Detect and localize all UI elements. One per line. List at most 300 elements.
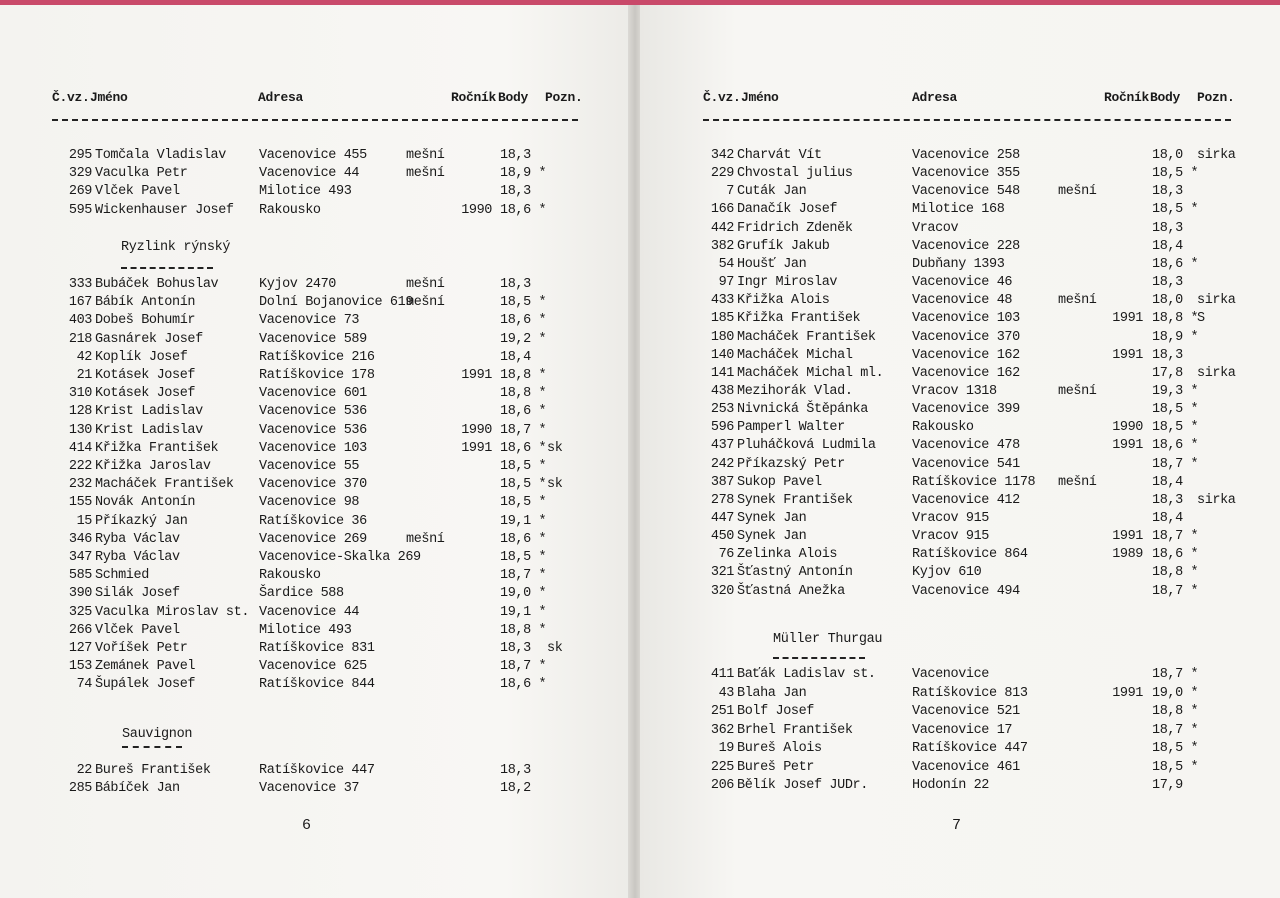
cell-number: 74 xyxy=(76,677,92,693)
cell-address: Ratíškovice 844 xyxy=(259,677,375,693)
cell-number: 447 xyxy=(710,511,734,526)
cell-number: 253 xyxy=(710,402,734,418)
cell-number: 387 xyxy=(710,474,734,490)
cell-address: Milotice 493 xyxy=(259,622,352,638)
cell-rocnik: 1991 xyxy=(1112,685,1143,701)
cell-address: Vacenovice 461 xyxy=(912,759,1020,775)
cell-name: Bureš Petr xyxy=(737,759,815,775)
cell-name: Fridrich Zdeněk xyxy=(737,220,853,236)
cell-address: Vacenovice 494 xyxy=(912,583,1020,599)
cell-address: Vacenovice xyxy=(912,667,990,682)
cell-number: 242 xyxy=(710,456,734,472)
cell-address: Ratíškovice 447 xyxy=(259,763,375,778)
cell-number: 218 xyxy=(68,331,92,347)
header-rocnik-right: Ročník xyxy=(1104,90,1150,105)
cell-body: 18,6 * xyxy=(1152,256,1199,272)
cell-number: 346 xyxy=(68,531,92,547)
cell-name: Mezihorák Vlad. xyxy=(737,383,853,399)
table-row xyxy=(0,568,632,586)
table-row xyxy=(0,495,632,513)
cell-name: Bábíček Jan xyxy=(95,781,180,797)
cell-body: 18,8 * xyxy=(500,368,547,383)
cell-rocnik: 1990 xyxy=(461,422,492,438)
cell-body: 18,5 * xyxy=(500,495,547,511)
table-row xyxy=(0,605,632,623)
cell-address: Vacenovice 103 xyxy=(912,311,1020,327)
cell-name: Baťák Ladislav st. xyxy=(737,667,876,682)
cell-address: Vacenovice 258 xyxy=(912,148,1020,163)
page-number-right: 7 xyxy=(952,817,962,834)
cell-address: Vacenovice 44 xyxy=(259,604,360,620)
cell-number: 21 xyxy=(76,368,92,383)
cell-body: 18,6 * xyxy=(500,202,547,218)
cell-body: 18,6 * xyxy=(500,531,547,547)
cell-number: 251 xyxy=(710,704,734,719)
cell-name: Kotásek Josef xyxy=(95,368,196,383)
cell-rocnik: 1991 xyxy=(1112,311,1143,327)
section-rule-muller xyxy=(773,657,865,659)
cell-number: 153 xyxy=(68,659,92,675)
cell-body: 18,8 * xyxy=(1152,704,1199,719)
cell-number: 127 xyxy=(68,641,92,656)
cell-name: Ryba Václav xyxy=(95,550,180,565)
header-adresa: Adresa xyxy=(258,90,304,105)
cell-name: Synek František xyxy=(737,492,853,508)
table-row xyxy=(0,623,632,641)
cell-number: 22 xyxy=(76,763,92,778)
cell-address: Vacenovice 541 xyxy=(912,456,1020,472)
cell-address: Vacenovice 536 xyxy=(259,422,367,438)
table-row xyxy=(640,239,1280,257)
cell-body: 18,8 * xyxy=(1152,311,1199,327)
cell-name: Bábík Antonín xyxy=(95,295,196,311)
table-row xyxy=(0,184,632,202)
cell-name: Krist Ladislav xyxy=(95,422,203,438)
table-row xyxy=(0,148,632,166)
cell-address: Vacenovice 536 xyxy=(259,404,367,420)
cell-body: 18,5 * xyxy=(1152,166,1199,182)
cell-name: Šupálek Josef xyxy=(95,677,196,693)
cell-name: Macháček Michal xyxy=(737,347,853,363)
section-title-sauvignon: Sauvignon xyxy=(122,727,193,742)
cell-name: Nivnická Štěpánka xyxy=(737,402,868,418)
cell-name: Macháček Michal ml. xyxy=(737,365,884,381)
cell-number: 19 xyxy=(718,741,734,756)
cell-body: 18,6 * xyxy=(500,404,547,420)
table-row xyxy=(640,529,1280,547)
table-row xyxy=(0,277,632,295)
cell-body: 18,5 * xyxy=(500,295,547,311)
cell-address: Vacenovice 228 xyxy=(912,238,1020,254)
cell-number: 450 xyxy=(710,529,734,545)
cell-address: Vacenovice 601 xyxy=(259,386,367,402)
cell-number: 15 xyxy=(76,513,92,529)
cell-body: 18,9 * xyxy=(1152,329,1199,345)
table-row xyxy=(640,275,1280,293)
cell-note: mešní xyxy=(406,277,445,292)
table-row xyxy=(640,221,1280,239)
cell-name: Pamperl Walter xyxy=(737,420,845,436)
cell-address: Vacenovice 162 xyxy=(912,365,1020,381)
cell-body: 18,7 * xyxy=(1152,529,1199,545)
cell-body: 18,3 xyxy=(500,184,531,200)
cell-number: 403 xyxy=(68,313,92,329)
table-row xyxy=(0,295,632,313)
table-row xyxy=(0,166,632,184)
cell-name: Charvát Vít xyxy=(737,148,822,163)
table-row xyxy=(640,420,1280,438)
cell-number: 130 xyxy=(68,422,92,438)
cell-name: Tomčala Vladislav xyxy=(95,148,226,163)
cell-address: Vacenovice 17 xyxy=(912,722,1013,738)
cell-name: Sukop Pavel xyxy=(737,474,822,490)
cell-name: Macháček František xyxy=(95,477,234,493)
header-pozn: Pozn. xyxy=(545,90,583,105)
header-rule xyxy=(52,119,578,121)
cell-pozn: sk xyxy=(547,440,563,456)
cell-name: Křižka František xyxy=(737,311,861,327)
table-row xyxy=(640,384,1280,402)
cell-name: Bureš František xyxy=(95,763,211,778)
cell-body: 18,0 xyxy=(1152,148,1183,163)
cell-address: Vacenovice 355 xyxy=(912,166,1020,182)
cell-body: 18,5 * xyxy=(500,459,547,474)
section-rule-sauvignon xyxy=(122,746,182,748)
cell-name: Pluháčková Ludmila xyxy=(737,438,876,454)
table-row xyxy=(640,366,1280,384)
table-row xyxy=(640,348,1280,366)
cell-note: mešní xyxy=(406,295,445,311)
table-row xyxy=(0,550,632,568)
cell-body: 18,7 * xyxy=(1152,583,1199,599)
cell-number: 595 xyxy=(68,202,92,218)
table-row xyxy=(640,704,1280,722)
cell-number: 362 xyxy=(710,722,734,738)
cell-address: Vacenovice 269 xyxy=(259,531,367,547)
cell-note: mešní xyxy=(1058,383,1097,399)
table-row xyxy=(0,386,632,404)
cell-number: 42 xyxy=(76,349,92,365)
table-row xyxy=(0,423,632,441)
cell-rocnik: 1991 xyxy=(461,368,492,383)
table-row xyxy=(0,350,632,368)
cell-number: 266 xyxy=(68,622,92,638)
cell-body: 18,7 * xyxy=(500,659,547,675)
cell-rocnik: 1991 xyxy=(1112,438,1143,454)
cell-number: 155 xyxy=(68,495,92,511)
cell-address: Vacenovice 55 xyxy=(259,459,360,474)
table-row xyxy=(0,313,632,331)
cell-address: Rakousko xyxy=(259,202,321,218)
cell-number: 329 xyxy=(68,166,92,182)
cell-number: 7 xyxy=(726,184,734,200)
cell-number: 437 xyxy=(710,438,734,454)
table-row xyxy=(0,459,632,477)
cell-pozn: S xyxy=(1197,311,1205,327)
header-rule-right xyxy=(703,119,1231,121)
cell-address: Vracov xyxy=(912,220,959,236)
cell-address: Vacenovice 455 xyxy=(259,148,367,163)
cell-body: 18,5 * xyxy=(1152,202,1199,218)
cell-body: 19,0 * xyxy=(500,586,547,602)
table-row xyxy=(640,475,1280,493)
cell-name: Novák Antonín xyxy=(95,495,196,511)
cell-number: 433 xyxy=(710,293,734,309)
cell-name: Bělík Josef JUDr. xyxy=(737,778,868,793)
cell-name: Blaha Jan xyxy=(737,685,807,701)
table-row xyxy=(0,763,632,781)
cell-number: 222 xyxy=(68,459,92,474)
cell-number: 269 xyxy=(68,184,92,200)
cell-pozn: sirka xyxy=(1197,148,1236,163)
cell-number: 347 xyxy=(68,550,92,565)
cell-address: Vacenovice 625 xyxy=(259,659,367,675)
table-row xyxy=(0,514,632,532)
cell-number: 320 xyxy=(710,583,734,599)
table-row xyxy=(0,332,632,350)
cell-address: Vacenovice 548 xyxy=(912,184,1020,200)
cell-name: Šťastná Anežka xyxy=(737,583,845,599)
cell-body: 19,1 * xyxy=(500,513,547,529)
cell-address: Vacenovice 48 xyxy=(912,293,1013,309)
cell-address: Vacenovice 103 xyxy=(259,440,367,456)
table-row xyxy=(0,586,632,604)
table-row xyxy=(640,166,1280,184)
cell-pozn: sk xyxy=(547,641,563,656)
cell-name: Vlček Pavel xyxy=(95,184,180,200)
cell-address: Vacenovice 370 xyxy=(912,329,1020,345)
header-jmeno-right: Jméno xyxy=(741,90,779,105)
cell-name: Voříšek Petr xyxy=(95,641,188,656)
cell-address: Vacenovice 478 xyxy=(912,438,1020,454)
cell-address: Kyjov 610 xyxy=(912,565,982,581)
header-cislo-right: Č.vz. xyxy=(703,90,741,105)
header-adresa-right: Adresa xyxy=(912,90,958,105)
cell-name: Vaculka Miroslav st. xyxy=(95,604,250,620)
table-row xyxy=(640,547,1280,565)
cell-address: Milotice 493 xyxy=(259,184,352,200)
cell-body: 18,6 * xyxy=(500,313,547,329)
table-row xyxy=(640,457,1280,475)
cell-number: 225 xyxy=(710,759,734,775)
cell-name: Dobeš Bohumír xyxy=(95,313,196,329)
cell-body: 18,3 xyxy=(500,641,531,656)
cell-note: mešní xyxy=(406,166,445,182)
cell-address: Vacenovice 37 xyxy=(259,781,360,797)
cell-address: Vacenovice 162 xyxy=(912,347,1020,363)
cell-number: 206 xyxy=(710,778,734,793)
table-row xyxy=(640,760,1280,778)
table-row xyxy=(0,641,632,659)
left-page xyxy=(0,5,632,898)
cell-address: Vacenovice 521 xyxy=(912,704,1020,719)
cell-number: 180 xyxy=(710,329,734,345)
cell-number: 54 xyxy=(718,256,734,272)
cell-body: 18,3 xyxy=(500,763,531,778)
cell-body: 18,2 xyxy=(500,781,531,797)
cell-address: Vacenovice 44 xyxy=(259,166,360,182)
cell-pozn: sirka xyxy=(1197,365,1236,381)
header-cislo: Č.vz. xyxy=(52,90,90,105)
cell-number: 166 xyxy=(710,202,734,218)
table-row xyxy=(0,477,632,495)
cell-name: Příkazský Petr xyxy=(737,456,845,472)
cell-name: Wickenhauser Josef xyxy=(95,202,234,218)
cell-address: Rakousko xyxy=(259,568,321,584)
table-row xyxy=(0,677,632,695)
cell-body: 18,4 xyxy=(500,349,531,365)
cell-address: Šardice 588 xyxy=(259,586,344,602)
section-title-muller: Müller Thurgau xyxy=(773,632,883,647)
cell-body: 18,6 * xyxy=(1152,438,1199,454)
cell-body: 18,4 xyxy=(1152,238,1183,254)
cell-name: Zelinka Alois xyxy=(737,547,838,563)
cell-body: 18,3 xyxy=(1152,184,1183,200)
table-row xyxy=(640,184,1280,202)
cell-body: 18,5 * xyxy=(1152,759,1199,775)
cell-address: Vacenovice 589 xyxy=(259,331,367,347)
cell-name: Houšť Jan xyxy=(737,256,807,272)
table-row xyxy=(640,584,1280,602)
table-row xyxy=(0,781,632,799)
cell-name: Bolf Josef xyxy=(737,704,815,719)
header-pozn-right: Pozn. xyxy=(1197,90,1235,105)
table-row xyxy=(640,438,1280,456)
cell-number: 596 xyxy=(710,420,734,436)
cell-number: 342 xyxy=(710,148,734,163)
cell-number: 76 xyxy=(718,547,734,563)
cell-number: 438 xyxy=(710,383,734,399)
cell-number: 278 xyxy=(710,492,734,508)
cell-name: Ingr Miroslav xyxy=(737,275,838,291)
cell-body: 18,3 xyxy=(500,277,531,292)
table-row xyxy=(640,667,1280,685)
table-row xyxy=(640,741,1280,759)
cell-name: Synek Jan xyxy=(737,529,807,545)
cell-address: Vracov 915 xyxy=(912,529,990,545)
cell-body: 18,5 * xyxy=(1152,402,1199,418)
cell-name: Koplík Josef xyxy=(95,349,188,365)
cell-number: 414 xyxy=(68,440,92,456)
cell-body: 18,6 * xyxy=(500,677,547,693)
cell-name: Křižka Alois xyxy=(737,293,830,309)
cell-name: Silák Josef xyxy=(95,586,180,602)
cell-address: Vacenovice 46 xyxy=(912,275,1013,291)
cell-number: 285 xyxy=(68,781,92,797)
cell-address: Milotice 168 xyxy=(912,202,1005,218)
cell-address: Kyjov 2470 xyxy=(259,277,337,292)
cell-number: 411 xyxy=(710,667,734,682)
cell-name: Vaculka Petr xyxy=(95,166,188,182)
cell-body: 18,6 * xyxy=(1152,547,1199,563)
cell-body: 18,4 xyxy=(1152,511,1183,526)
cell-body: 18,8 * xyxy=(500,622,547,638)
cell-rocnik: 1990 xyxy=(1112,420,1143,436)
cell-number: 185 xyxy=(710,311,734,327)
cell-body: 18,8 * xyxy=(1152,565,1199,581)
cell-name: Brhel František xyxy=(737,722,853,738)
cell-number: 141 xyxy=(710,365,734,381)
cell-body: 19,3 * xyxy=(1152,383,1199,399)
table-row xyxy=(0,659,632,677)
header-jmeno: Jméno xyxy=(90,90,128,105)
cell-number: 333 xyxy=(68,277,92,292)
cell-body: 18,3 xyxy=(1152,275,1183,291)
cell-body: 18,9 * xyxy=(500,166,547,182)
cell-number: 310 xyxy=(68,386,92,402)
cell-number: 232 xyxy=(68,477,92,493)
table-row xyxy=(640,723,1280,741)
section-rule-ryzlink xyxy=(121,267,213,269)
cell-name: Kotásek Josef xyxy=(95,386,196,402)
table-row xyxy=(640,402,1280,420)
table-row xyxy=(640,686,1280,704)
cell-address: Vacenovice 98 xyxy=(259,495,360,511)
table-row xyxy=(0,368,632,386)
header-body-right: Body xyxy=(1150,90,1181,105)
cell-name: Zemánek Pavel xyxy=(95,659,196,675)
cell-body: 18,7 * xyxy=(1152,667,1199,682)
table-row xyxy=(640,330,1280,348)
cell-pozn: sk xyxy=(547,477,563,493)
cell-address: Vacenovice 73 xyxy=(259,313,360,329)
header-rocnik: Ročník xyxy=(451,90,497,105)
cell-address: Dolní Bojanovice 619 xyxy=(259,295,414,311)
cell-body: 18,4 xyxy=(1152,474,1183,490)
cell-body: 18,7 * xyxy=(500,568,547,584)
table-row xyxy=(640,511,1280,529)
cell-address: Vacenovice 370 xyxy=(259,477,367,493)
cell-body: 18,7 * xyxy=(500,422,547,438)
cell-name: Synek Jan xyxy=(737,511,807,526)
cell-number: 43 xyxy=(718,685,734,701)
cell-address: Ratíškovice 447 xyxy=(912,741,1028,756)
cell-number: 97 xyxy=(718,275,734,291)
cell-name: Cuták Jan xyxy=(737,184,807,200)
cell-address: Vracov 1318 xyxy=(912,383,997,399)
cell-address: Ratíškovice 216 xyxy=(259,349,375,365)
cell-pozn: sirka xyxy=(1197,293,1236,309)
cell-body: 17,8 xyxy=(1152,365,1183,381)
cell-body: 19,0 * xyxy=(1152,685,1199,701)
cell-number: 390 xyxy=(68,586,92,602)
cell-body: 19,1 * xyxy=(500,604,547,620)
cell-body: 18,6 * xyxy=(500,440,547,456)
cell-rocnik: 1989 xyxy=(1112,547,1143,563)
cell-name: Křižka František xyxy=(95,440,219,456)
cell-address: Vracov 915 xyxy=(912,511,990,526)
cell-name: Příkazký Jan xyxy=(95,513,188,529)
cell-note: mešní xyxy=(1058,474,1097,490)
cell-body: 18,5 * xyxy=(1152,420,1199,436)
table-row xyxy=(640,311,1280,329)
cell-address: Ratíškovice 864 xyxy=(912,547,1028,563)
cell-body: 18,0 xyxy=(1152,293,1183,309)
table-row xyxy=(640,257,1280,275)
cell-number: 229 xyxy=(710,166,734,182)
cell-number: 382 xyxy=(710,238,734,254)
cell-name: Krist Ladislav xyxy=(95,404,203,420)
cell-name: Grufík Jakub xyxy=(737,238,830,254)
cell-pozn: sirka xyxy=(1197,492,1236,508)
table-row xyxy=(640,778,1280,796)
cell-number: 585 xyxy=(68,568,92,584)
cell-name: Macháček František xyxy=(737,329,876,345)
table-row xyxy=(0,203,632,221)
cell-number: 167 xyxy=(68,295,92,311)
cell-name: Schmied xyxy=(95,568,149,584)
cell-body: 18,8 * xyxy=(500,386,547,402)
